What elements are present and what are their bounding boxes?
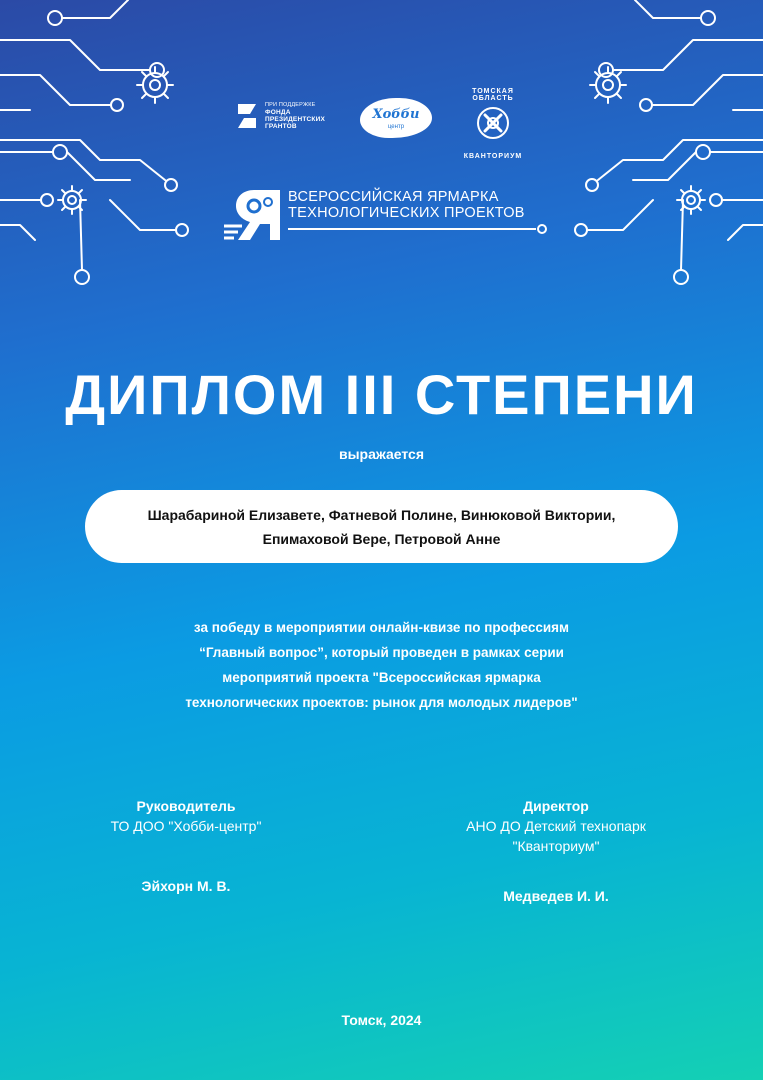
- diploma-title: ДИПЛОМ III СТЕПЕНИ: [65, 363, 698, 426]
- recipients-line-1: Шарабариной Елизавете, Фатневой Полине, Винюковой Виктории,: [147, 506, 616, 523]
- right-signer-org-line-2: "Кванториум": [512, 838, 600, 854]
- diploma-description: [0, 615, 763, 715]
- recipients-box: [85, 490, 678, 563]
- signature-left: [36, 796, 336, 896]
- signature-right: [406, 796, 706, 906]
- description-line-1: за победу в мероприятии онлайн-квизе по профессиям: [193, 620, 570, 635]
- city-year: Томск, 2024: [341, 1012, 422, 1028]
- hobby-center-logo: [360, 98, 432, 138]
- grants-line-2: ФОНДА: [265, 109, 291, 116]
- left-signer-name: Эйхорн М. В.: [141, 878, 231, 894]
- hobby-logo-title: Хобби: [372, 107, 420, 122]
- partner-logos: [0, 86, 763, 160]
- fair-ya-mark-icon: [224, 186, 282, 242]
- grants-line-4: ГРАНТОВ: [265, 123, 297, 130]
- recipients-line-2: Епимаховой Вере, Петровой Анне: [262, 530, 501, 547]
- description-line-3: мероприятий проекта "Всероссийская ярмарка: [222, 670, 541, 685]
- presidential-grants-logo: [234, 102, 335, 130]
- right-signer-org-line-1: АНО ДО Детский технопарк: [466, 818, 646, 834]
- description-line-2: “Главный вопрос”, который проведен в рамках серии: [199, 645, 564, 660]
- kvantorium-symbol-icon: [476, 106, 510, 140]
- kvantorium-top-text: ТОМСКАЯ ОБЛАСТЬ: [472, 88, 514, 102]
- grants-line-1: ПРИ ПОДДЕРЖКЕ: [265, 102, 316, 108]
- left-signer-org: ТО ДОО "Хобби-центр": [110, 818, 262, 834]
- kvantorium-bottom-text: КВАНТОРИУМ: [463, 153, 523, 160]
- fair-title-line-1: ВСЕРОССИЙСКАЯ ЯРМАРКА: [288, 189, 499, 205]
- kvantorium-logo: [456, 86, 530, 160]
- fair-underline-icon: [288, 224, 550, 234]
- hobby-logo-subtitle: центр: [387, 124, 405, 130]
- presidential-grants-mark-icon: [234, 102, 260, 130]
- expressed-label: выражается: [338, 446, 424, 462]
- grants-line-3: ПРЕЗИДЕНТСКИХ: [265, 116, 325, 123]
- right-signer-role: Директор: [523, 798, 589, 814]
- right-signer-name: Медведев И. И.: [503, 888, 609, 904]
- description-line-4: технологических проектов: рынок для молодых лидеров": [185, 695, 578, 710]
- left-signer-role: Руководитель: [136, 798, 236, 814]
- fair-logo: [224, 186, 550, 242]
- fair-title-line-2: ТЕХНОЛОГИЧЕСКИХ ПРОЕКТОВ: [288, 205, 525, 221]
